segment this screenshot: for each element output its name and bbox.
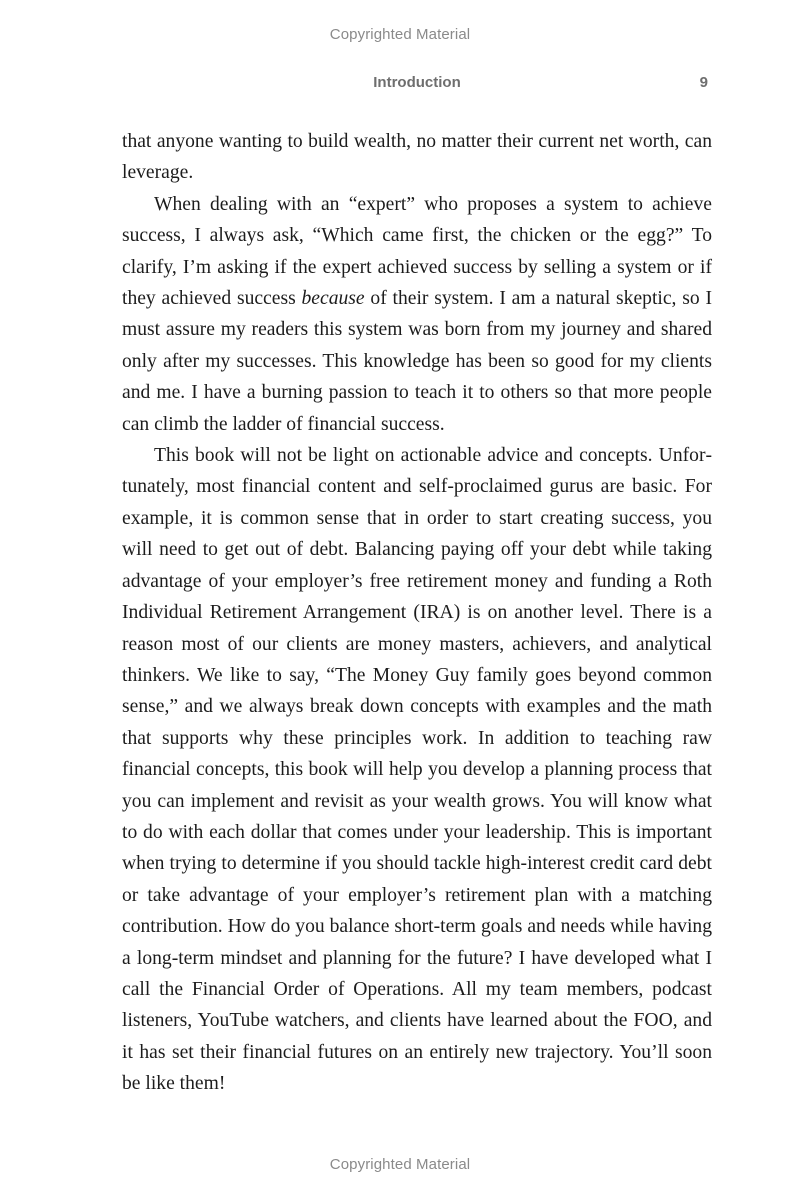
running-head [122, 74, 712, 96]
body-text [122, 126, 712, 1100]
paragraph-2-text-start: When dealing with an “expert” who proposes a system to achieve success, I always ask, “Which came first, the chicken or the egg?” To clarify, I’m asking if the expert achieved success by selling a system or if they achieved success [122, 193, 712, 310]
copyright-watermark-bottom: Copyrighted Material [329, 1156, 471, 1173]
paragraph-2 [122, 189, 712, 440]
page-number: 9 [699, 74, 708, 91]
paragraph-1: that anyone wanting to build wealth, no matter their current net worth, can leverage. [122, 131, 712, 184]
chapter-title: Introduction [373, 74, 461, 91]
copyright-watermark-top: Copyrighted Material [329, 26, 471, 43]
paragraph-3: This book will not be light on actionable advice and concepts. Unfortunately, most financial content and self-proclaimed gurus are basic. For example, it is common sense that in order to start creating success, you will need to get out of debt. Balancing paying off your debt while taking advantage of your employer’s free retirement money and funding a Roth Individual Retirement Arrangement (IRA) is on another level. There is a reason most of our clients are money masters, achievers, and analytical thinkers. We like to say, “The Money Guy family goes beyond common sense,” and we always break down concepts with examples and the math that supports why these principles work. In addition to teaching raw financial concepts, this book will help you develop a planning process that you can implement and revisit as your wealth grows. You will know what to do with each dollar that comes under your leadership. This is important when trying to determine if you should tackle high-interest credit card debt or take advantage of your employer’s retirement plan with a matching contribution. How do you balance short-term goals and needs while having a long-term mindset and planning for the future? I have developed what I call the Financial Order of Operations. All my team members, podcast listeners, YouTube watchers, and clients have learned about the FOO, and it has set their financial futures on an entirely new trajectory. You’ll soon be like them! [122, 445, 712, 1095]
emphasized-word: because [301, 288, 365, 310]
paragraph-2-text-end: of their system. I am a natural skeptic, so I must assure my readers this system was born from my journey and shared only after my successes. This knowledge has been so good for my clients and me. I have a burning passion to teach it to others so that more people can climb the ladder of financial success. [122, 288, 712, 435]
